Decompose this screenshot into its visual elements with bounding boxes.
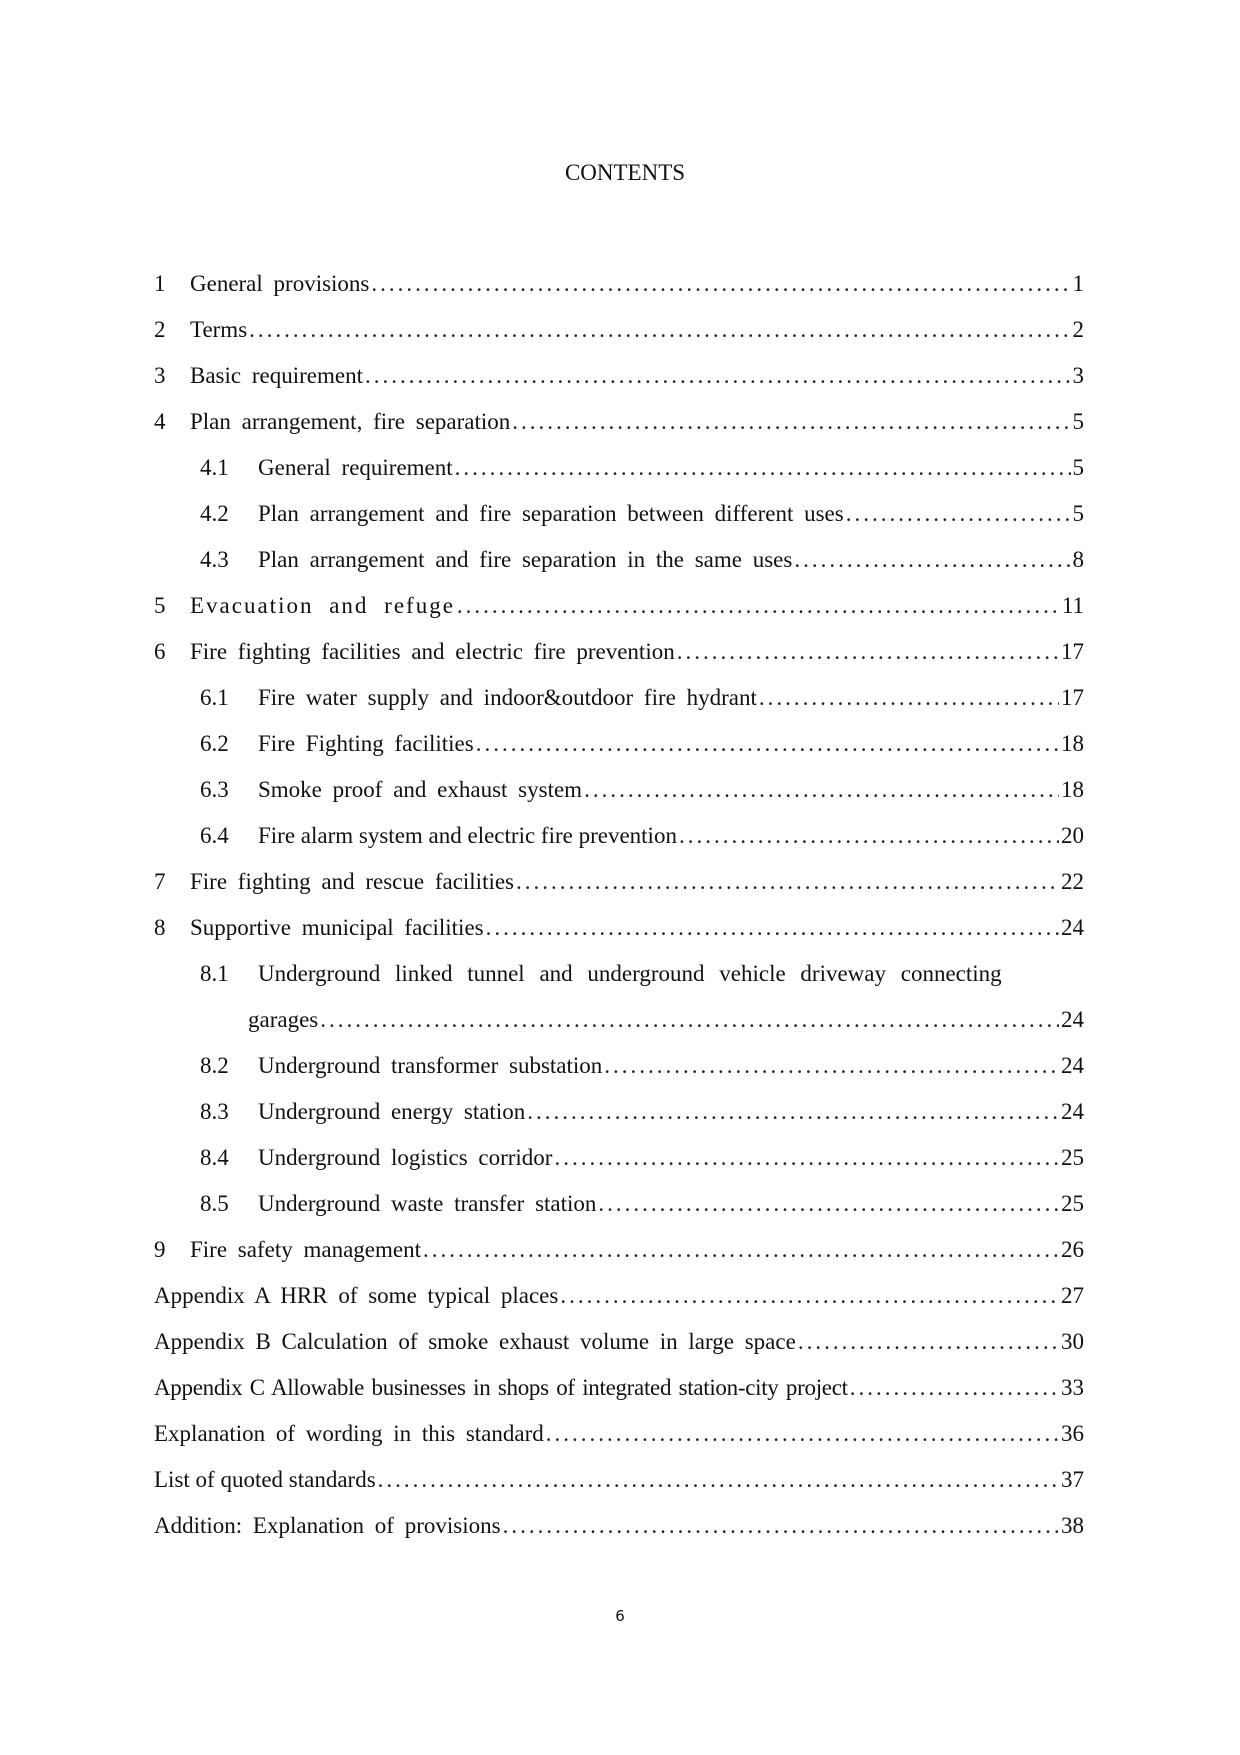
toc-page-number: 1 (1072, 271, 1084, 296)
dot-leader (546, 1421, 1059, 1447)
toc-number: 8.5 (200, 1191, 229, 1216)
toc-page-number: 24 (1061, 915, 1084, 940)
toc-entry-6-3[interactable] (154, 777, 1084, 823)
dot-leader (850, 1375, 1059, 1401)
toc-number: 4.3 (200, 547, 229, 572)
toc-page-number: 18 (1061, 731, 1084, 756)
toc-label: Fire fighting and rescue facilities (190, 869, 515, 894)
dot-leader (378, 1467, 1059, 1493)
toc-page-number: 20 (1061, 823, 1084, 848)
toc-number: 2 (154, 317, 166, 342)
dot-leader (846, 501, 1071, 527)
toc-page-number: 27 (1061, 1283, 1084, 1308)
toc-label: Appendix C Allowable businesses in shops of integrated station-city project (154, 1375, 848, 1400)
dot-leader (560, 1283, 1059, 1309)
toc-page-number: 17 (1061, 685, 1084, 710)
toc-label-line2: garages (248, 1007, 319, 1032)
toc-page-number: 25 (1061, 1145, 1084, 1170)
toc-number: 1 (154, 271, 166, 296)
dot-leader (584, 777, 1059, 803)
toc-entry-4-3[interactable] (154, 547, 1084, 593)
toc-label: Fire water supply and indoor&outdoor fire hydrant (258, 685, 757, 710)
toc-label: Fire fighting facilities and electric fire prevention (190, 639, 675, 664)
dot-leader (759, 685, 1059, 711)
toc-page-number: 8 (1072, 547, 1084, 572)
toc-entry-quoted-standards[interactable] (154, 1467, 1084, 1513)
toc-label: Evacuation and refuge (190, 593, 455, 618)
toc-label: Appendix B Calculation of smoke exhaust volume in large space (154, 1329, 796, 1354)
dot-leader (512, 409, 1070, 435)
toc-page-number: 37 (1061, 1467, 1084, 1492)
toc-page-number: 25 (1061, 1191, 1084, 1216)
dot-leader (365, 363, 1071, 389)
toc-entry-9[interactable] (154, 1237, 1084, 1283)
dot-leader (604, 1053, 1059, 1079)
toc-number: 8 (154, 915, 166, 940)
toc-label: Smoke proof and exhaust system (258, 777, 583, 802)
dot-leader (423, 1237, 1059, 1263)
dot-leader (554, 1145, 1059, 1171)
toc-entry-8-2[interactable] (154, 1053, 1084, 1099)
toc-entry-appendix-a[interactable] (154, 1283, 1084, 1329)
toc-entry-2[interactable] (154, 317, 1084, 363)
toc-page-number: 30 (1061, 1329, 1084, 1354)
toc-entry-wording[interactable] (154, 1421, 1084, 1467)
toc-label: Fire alarm system and electric fire prevention (258, 823, 677, 848)
toc-page-number: 3 (1072, 363, 1084, 388)
dot-leader (527, 1099, 1059, 1125)
toc-page-number: 2 (1072, 317, 1084, 342)
toc-entry-8-3[interactable] (154, 1099, 1084, 1145)
dot-leader (516, 869, 1059, 895)
dot-leader (320, 1007, 1059, 1033)
dot-leader (677, 639, 1059, 665)
toc-entry-6-4[interactable] (154, 823, 1084, 869)
dot-leader (249, 317, 1070, 343)
toc-label: Fire Fighting facilities (258, 731, 474, 756)
toc-page-number: 17 (1061, 639, 1084, 664)
toc-entry-8-5[interactable] (154, 1191, 1084, 1237)
toc-entry-6-2[interactable] (154, 731, 1084, 777)
toc-number: 6.1 (200, 685, 229, 710)
toc-page-number: 24 (1061, 1099, 1084, 1124)
toc-label: Underground logistics corridor (258, 1145, 553, 1170)
toc-number: 7 (154, 869, 166, 894)
toc-entry-6[interactable] (154, 639, 1084, 685)
dot-leader (455, 455, 1071, 481)
toc-entry-6-1[interactable] (154, 685, 1084, 731)
page-number: 6 (615, 1607, 625, 1625)
toc-number: 5 (154, 593, 166, 618)
toc-entry-3[interactable] (154, 363, 1084, 409)
toc-label: General requirement (258, 455, 453, 480)
toc-page-number: 26 (1061, 1237, 1084, 1262)
toc-page-number: 36 (1061, 1421, 1084, 1446)
toc-label: Supportive municipal facilities (190, 915, 484, 940)
toc-entry-addition[interactable] (154, 1513, 1084, 1559)
toc-number: 4.2 (200, 501, 229, 526)
dot-leader (794, 547, 1070, 573)
toc-number: 8.3 (200, 1099, 229, 1124)
dot-leader (486, 915, 1059, 941)
toc-page-number: 5 (1072, 501, 1084, 526)
toc-entry-appendix-c[interactable] (154, 1375, 1084, 1421)
toc-number: 6.4 (200, 823, 229, 848)
dot-leader (798, 1329, 1059, 1355)
toc-entry-5[interactable] (154, 593, 1084, 639)
dot-leader (503, 1513, 1059, 1539)
dot-leader (679, 823, 1059, 849)
toc-page-number: 24 (1061, 1007, 1084, 1032)
toc-number: 8.1 (200, 961, 229, 986)
dot-leader (476, 731, 1059, 757)
toc-number: 8.2 (200, 1053, 229, 1078)
toc-label: Plan arrangement and fire separation in the same uses (258, 547, 793, 572)
toc-label: General provisions (190, 271, 370, 296)
toc-label: Underground energy station (258, 1099, 526, 1124)
toc-label: Addition: Explanation of provisions (154, 1513, 501, 1538)
dot-leader (457, 593, 1060, 619)
toc-label: Terms (190, 317, 248, 342)
toc-label: List of quoted standards (154, 1467, 376, 1492)
toc-number: 9 (154, 1237, 166, 1262)
toc-number: 6 (154, 639, 166, 664)
toc-number: 4.1 (200, 455, 229, 480)
toc-entry-8-4[interactable] (154, 1145, 1084, 1191)
toc-entry-4[interactable] (154, 409, 1084, 455)
toc-number: 3 (154, 363, 166, 388)
toc-page-number: 18 (1061, 777, 1084, 802)
table-of-contents (154, 271, 1084, 1559)
toc-number: 6.3 (200, 777, 229, 802)
toc-entry-8[interactable] (154, 915, 1084, 961)
toc-label: Plan arrangement and fire separation between different uses (258, 501, 844, 526)
toc-number: 8.4 (200, 1145, 229, 1170)
toc-label-line1: Underground linked tunnel and underground vehicle driveway connecting (258, 961, 1002, 986)
toc-number: 6.2 (200, 731, 229, 756)
toc-label: Fire safety management (190, 1237, 421, 1262)
toc-page-number: 22 (1061, 869, 1084, 894)
toc-entry-7[interactable] (154, 869, 1084, 915)
toc-label: Plan arrangement, fire separation (190, 409, 511, 434)
toc-label: Appendix A HRR of some typical places (154, 1283, 559, 1308)
toc-entry-8-1[interactable] (154, 961, 1084, 1007)
toc-number: 4 (154, 409, 166, 434)
toc-label: Basic requirement (190, 363, 363, 388)
toc-entry-1[interactable] (154, 271, 1084, 317)
toc-entry-8-1-continued[interactable] (154, 1007, 1084, 1053)
toc-entry-appendix-b[interactable] (154, 1329, 1084, 1375)
toc-page-number: 11 (1061, 593, 1084, 618)
toc-entry-4-2[interactable] (154, 501, 1084, 547)
toc-page-number: 5 (1072, 409, 1084, 434)
toc-label: Underground transformer substation (258, 1053, 603, 1078)
toc-label: Underground waste transfer station (258, 1191, 597, 1216)
toc-page-number: 5 (1072, 455, 1084, 480)
contents-heading: CONTENTS (564, 160, 686, 185)
toc-page-number: 38 (1061, 1513, 1084, 1538)
dot-leader (371, 271, 1070, 297)
toc-entry-4-1[interactable] (154, 455, 1084, 501)
toc-label: Explanation of wording in this standard (154, 1421, 544, 1446)
toc-page-number: 33 (1061, 1375, 1084, 1400)
toc-page-number: 24 (1061, 1053, 1084, 1078)
dot-leader (598, 1191, 1059, 1217)
